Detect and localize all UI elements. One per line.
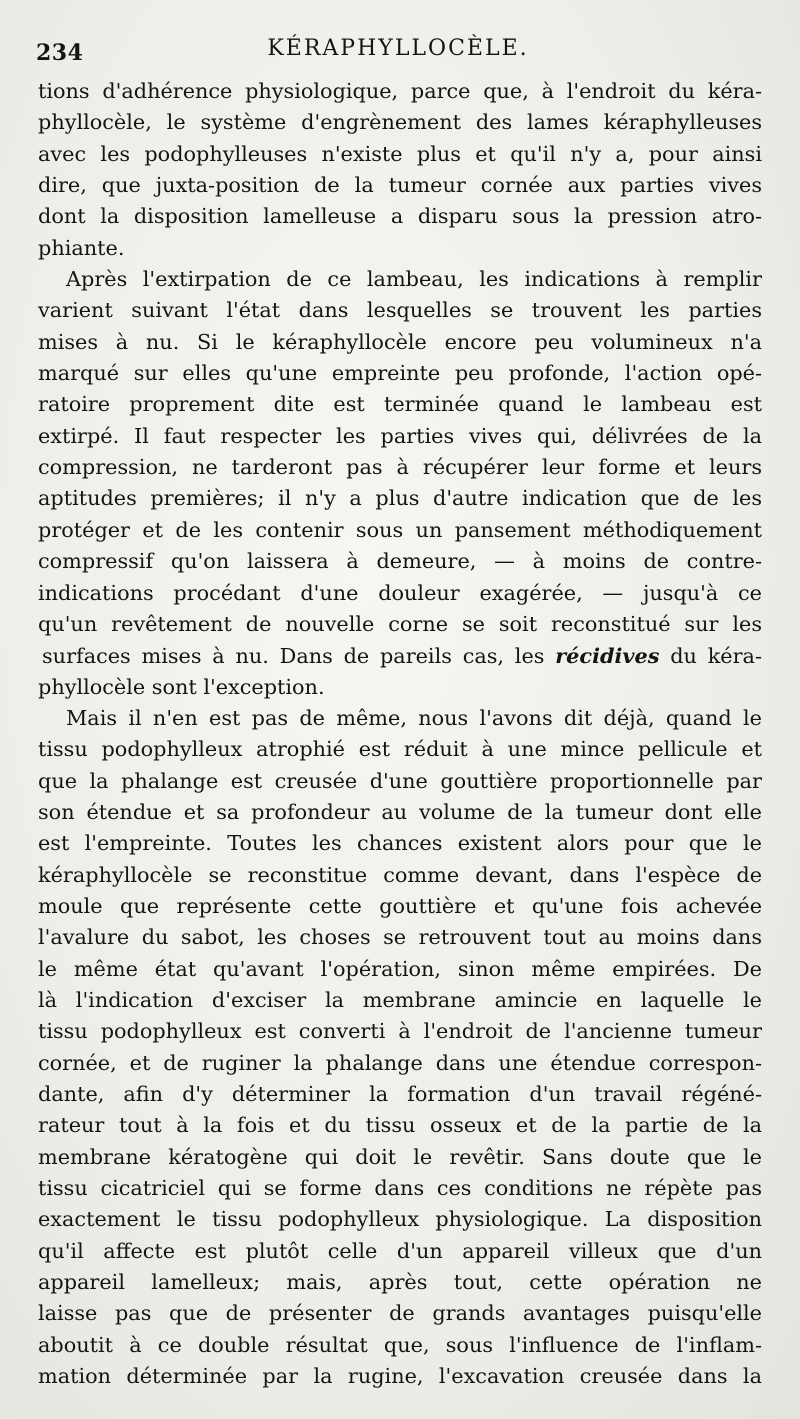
text-line: que la phalange est creusée d'une gouttière proportionnelle par <box>38 768 762 793</box>
text-line: rateur tout à la fois et du tissu osseux et de la partie de la <box>38 1113 762 1138</box>
text-line: ratoire proprement dite est terminée quand le lambeau est <box>38 392 762 417</box>
text-line: phyllocèle, le système d'engrènement des lames kéraphylleuses <box>38 110 762 135</box>
text-line: compression, ne tarderont pas à récupérer leur forme et leurs <box>38 455 762 480</box>
italic-word: récidives <box>555 643 660 669</box>
text-line: aboutit à ce double résultat que, sous l'influence de l'inflam- <box>38 1332 762 1357</box>
text-line: avec les podophylleuses n'existe plus et qu'il n'y a, pour ainsi <box>38 141 762 166</box>
text-line: compressif qu'on laissera à demeure, — à moins de contre- <box>38 549 762 574</box>
text-line: dante, afin d'y déterminer la formation d'un travail régéné- <box>38 1082 762 1106</box>
text-line: varient suivant l'état dans lesquelles se trouvent les parties <box>38 298 762 323</box>
text-line: appareil lamelleux; mais, après tout, cette opération ne <box>38 1270 762 1295</box>
text-line: mation déterminée par la rugine, l'excavation creusée dans la <box>38 1364 762 1389</box>
text-line: protéger et de les contenir sous un pansement méthodiquement <box>38 517 762 542</box>
page-number: 234 <box>36 40 84 66</box>
text-line: le même état qu'avant l'opération, sinon même empirées. De <box>38 956 762 981</box>
text-line-with-italic <box>38 640 762 671</box>
text-line: tissu podophylleux est converti à l'endroit de l'ancienne tumeur <box>38 1019 762 1044</box>
paragraph-start-line: Après l'extirpation de ce lambeau, les indications à remplir <box>66 267 762 292</box>
text-line: est l'empreinte. Toutes les chances existent alors pour que le <box>38 831 762 856</box>
text-line: membrane kératogène qui doit le revêtir. Sans doute que le <box>38 1144 762 1169</box>
text-line: indications procédant d'une douleur exagérée, — jusqu'à ce <box>38 580 762 605</box>
running-title: KÉRAPHYLLOCÈLE. <box>267 36 529 61</box>
text-line: tissu cicatriciel qui se forme dans ces conditions ne répète pas <box>38 1176 762 1201</box>
paragraph-start-line: Mais il n'en est pas de même, nous l'avons dit déjà, quand le <box>66 705 762 730</box>
text-line: dont la disposition lamelleuse a disparu sous la pression atro- <box>38 204 762 229</box>
text-segment: du kéra- <box>659 644 762 669</box>
text-line: dire, que juxta-position de la tumeur cornée aux parties vives <box>38 173 762 198</box>
text-line: qu'il affecte est plutôt celle d'un appareil villeux que d'un <box>38 1238 762 1263</box>
text-line: cornée, et de ruginer la phalange dans une étendue correspon- <box>38 1050 762 1075</box>
page-header <box>36 34 760 74</box>
text-line: kéraphyllocèle se reconstitue comme devant, dans l'espèce de <box>38 862 762 887</box>
text-line: mises à nu. Si le kéraphyllocèle encore peu volumineux n'a <box>38 329 762 354</box>
text-line: tions d'adhérence physiologique, parce que, à l'endroit du kéra- <box>38 79 762 103</box>
text-line: qu'un revêtement de nouvelle corne se soit reconstitué sur les <box>38 611 762 636</box>
text-line: aptitudes premières; il n'y a plus d'autre indication que de les <box>38 486 762 511</box>
text-line: l'avalure du sabot, les choses se retrouvent tout au moins dans <box>38 925 762 950</box>
body-text <box>38 76 762 1392</box>
text-line: extirpé. Il faut respecter les parties vives qui, délivrées de la <box>38 423 762 448</box>
text-segment: surfaces mises à nu. Dans de pareils cas, les <box>42 644 545 669</box>
text-line: là l'indication d'exciser la membrane amincie en laquelle le <box>38 987 762 1012</box>
text-line: marqué sur elles qu'une empreinte peu profonde, l'action opé- <box>38 361 762 386</box>
text-line: son étendue et sa profondeur au volume de la tumeur dont elle <box>38 799 762 824</box>
text-line: moule que représente cette gouttière et qu'une fois achevée <box>38 893 762 918</box>
text-line: phiante. <box>38 235 125 260</box>
text-line: tissu podophylleux atrophié est réduit à une mince pellicule et <box>38 737 762 762</box>
text-line: phyllocèle sont l'exception. <box>38 674 325 699</box>
text-line: laisse pas que de présenter de grands avantages puisqu'elle <box>38 1301 762 1326</box>
text-line: exactement le tissu podophylleux physiologique. La disposition <box>38 1207 762 1232</box>
